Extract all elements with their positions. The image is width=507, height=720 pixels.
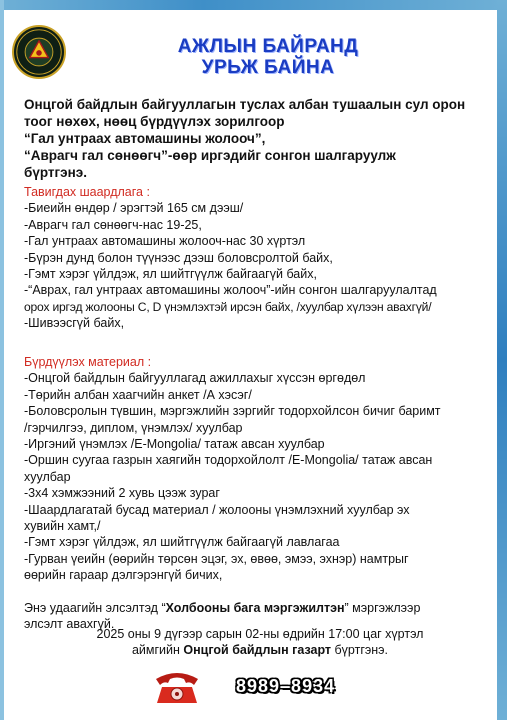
material-item: -Төрийн албан хаагчийн анкет /А хэсэг/ <box>24 387 252 402</box>
intro-line: “Аврагч гал сөнөөгч”-өөр иргэдийг сонгон шалгаруулж <box>24 148 396 163</box>
material-item: /гэрчилгээ, диплом, үнэмлэх/ хуулбар <box>24 420 243 435</box>
contact-phone-number[interactable]: 8989–8934 <box>236 676 336 696</box>
note-line-2: элсэлт авахгүй. <box>24 617 115 632</box>
deadline-line-1: 2025 оны 9 дүгээр сарын 02-ны өдрийн 17:00 цаг хүртэл <box>96 627 424 641</box>
material-item: -Онцгой байдлын байгууллагад ажиллахыг хүссэн өргөдөл <box>24 371 366 386</box>
requirement-item: -Аврагч гал сөнөөгч-нас 19-25, <box>24 217 202 232</box>
headline-line-2: УРЬЖ БАЙНА <box>201 57 335 78</box>
headline-line-1: АЖЛЫН БАЙРАНД <box>177 36 359 57</box>
telephone-icon <box>152 669 202 705</box>
intro-line: “Гал унтраах автомашины жолооч”, <box>24 131 266 146</box>
requirement-item: -Гал унтраах автомашины жолооч-нас 30 хүртэл <box>24 234 306 249</box>
material-item: хуулбар <box>24 469 71 484</box>
emblem-icon <box>14 27 64 77</box>
intro-line: бүртгэнэ. <box>24 165 87 180</box>
top-border <box>0 0 507 10</box>
requirements-title: Тавигдах шаардлага : <box>24 185 150 199</box>
material-item: -Оршин суугаа газрын хаягийн тодорхойлолт /E-Mongolia/ татаж авсан <box>24 453 433 468</box>
deadline-suffix: бүртгэнэ. <box>331 643 389 658</box>
material-item: -3х4 хэмжээний 2 хувь цээж зураг <box>24 486 220 501</box>
intro-paragraph <box>24 96 494 181</box>
material-item: -Гурван үеийн (өөрийн төрсөн эцэг, эх, өвөө, эмээ, эхнэр) намтрыг <box>24 551 409 566</box>
materials-section <box>24 354 502 584</box>
emergency-agency-logo <box>12 25 66 79</box>
requirement-item: -Шивээсгүй байх, <box>24 316 125 331</box>
intro-line: тоог нөхөх, нөөц бүрдүүлэх зорилгоор <box>24 114 285 129</box>
material-item: хувийн хамт,/ <box>24 519 101 534</box>
material-item: өөрийн гараар дэлгэрэнгүй бичих, <box>24 568 223 583</box>
material-item: -Шаардлагатай бусад материал / жолооны үнэмлэхний хуулбар эх <box>24 502 410 517</box>
registration-deadline <box>60 626 460 659</box>
material-item: -Иргэний үнэмлэх /E-Mongolia/ татаж авсан хуулбар <box>24 437 325 452</box>
requirement-item: -Бүрэн дунд болон түүнээс дээш боловсролтой байх, <box>24 250 333 265</box>
requirement-item: -“Аврах, гал унтраах автомашины жолооч”-ийн сонгон шалгаруулалтад <box>24 283 437 298</box>
deadline-agency: Онцгой байдлын газарт <box>183 643 332 658</box>
materials-title: Бүрдүүлэх материал : <box>24 355 152 369</box>
requirements-section <box>24 184 502 332</box>
requirement-item: орох иргэд жолооны C, D үнэмлэхтэй ирсэн байх, /хуулбар хүлээн авахгүй/ <box>24 299 432 314</box>
requirement-item: -Биеийн өндөр / эрэгтэй 165 см дээш/ <box>24 201 244 216</box>
note-specialty: Холбооны бага мэргэжилтэн <box>165 601 345 615</box>
note-suffix: ” мэргэжлээр <box>344 601 421 615</box>
requirement-item: -Гэмт хэрэг үйлдэж, ял шийтгүүлж байгаагүй байх, <box>24 267 317 282</box>
intro-line: Онцгой байдлын байгууллагын туслах албан тушаалын сул орон <box>24 97 466 112</box>
note-prefix: Энэ удаагийн элсэлтэд “ <box>24 601 166 615</box>
deadline-prefix: аймгийн <box>131 643 184 658</box>
material-item: -Боловсролын түвшин, мэргэжлийн зэргийг тодорхойлсон бичиг баримт <box>24 404 441 419</box>
left-border <box>0 0 4 720</box>
material-item: -Гэмт хэрэг үйлдэж, ял шийтгүүлж байгаагүй лавлагаа <box>24 535 340 550</box>
page-headline <box>118 36 418 78</box>
